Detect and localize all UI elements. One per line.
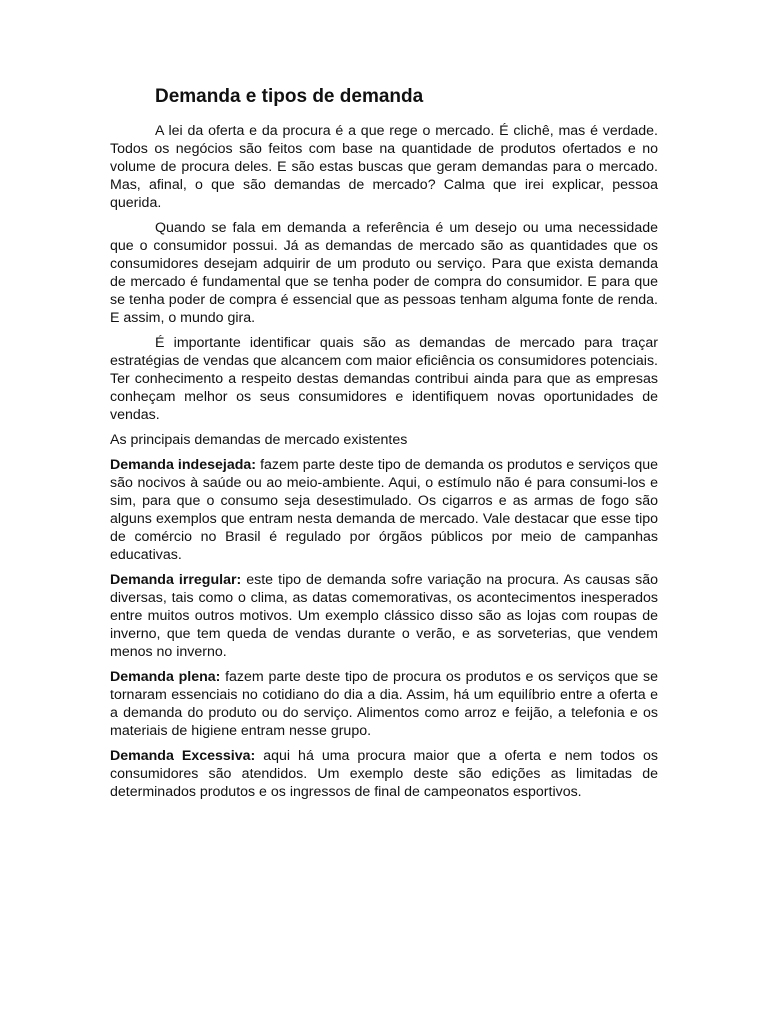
demand-type-label: Demanda indesejada: bbox=[110, 457, 256, 473]
demand-type-full bbox=[110, 668, 658, 740]
demand-type-text: aqui há uma procura maior que a oferta e nem todos os consumidores são atendidos. Um exemplo deste são edições as limitadas de determinados produtos e os ingressos de final de campeonatos esportivos. bbox=[110, 748, 659, 800]
demand-type-text: este tipo de demanda sofre variação na procura. As causas são diversas, tais como o clima, as datas comemorativas, os acontecimentos inesperados entre muitos outros motivos. Um exemplo clássico disso são as lojas com roupas de inverno, que tem queda de vendas durante o verão, e as sorveterias, que vendem menos no inverno. bbox=[110, 572, 658, 660]
page-title: Demanda e tipos de demanda bbox=[155, 86, 424, 107]
paragraph-intro: A lei da oferta e da procura é a que rege o mercado. É clichê, mas é verdade. Todos os negócios são feitos com base na quantidade de produtos ofertados e no volume de procura deles. E são estas buscas que geram demandas para o mercado. Mas, afinal, o que são demandas de mercado? Calma que irei explicar, pessoa querida. bbox=[110, 123, 658, 211]
demand-type-label: Demanda irregular: bbox=[110, 572, 242, 588]
section-heading: As principais demandas de mercado existentes bbox=[110, 432, 408, 448]
demand-type-label: Demanda Excessiva: bbox=[110, 748, 256, 764]
demand-type-text: fazem parte deste tipo de demanda os produtos e serviços que são nocivos à saúde ou ao meio-ambiente. Aqui, o estímulo não é para consumi-los e sim, para que o consumo seja desestimulado. Os cigarros e as armas de fogo são alguns exemplos que entram nesta demanda de mercado. Vale destacar que esse tipo de comércio no Brasil é regulado por órgãos públicos por meio de campanhas educativas. bbox=[110, 457, 658, 563]
demand-type-label: Demanda plena: bbox=[110, 669, 221, 685]
demand-type-excessive bbox=[110, 747, 658, 801]
demand-type-undesired bbox=[110, 456, 658, 564]
paragraph-definition: Quando se fala em demanda a referência é um desejo ou uma necessidade que o consumidor possui. Já as demandas de mercado são as quantidades que os consumidores desejam adquirir de um produto ou serviço. Para que exista demanda de mercado é fundamental que se tenha poder de compra do consumidor. E para que se tenha poder de compra é essencial que as pessoas tenham alguma fonte de renda. E assim, o mundo gira. bbox=[110, 220, 658, 326]
document-body bbox=[110, 84, 658, 808]
demand-type-text: fazem parte deste tipo de procura os produtos e os serviços que se tornaram essenciais no cotidiano do dia a dia. Assim, há um equilíbrio entre a oferta e a demanda do produto ou do serviço. Alimentos como arroz e feijão, a telefonia e os materiais de higiene entram nesse grupo. bbox=[110, 669, 658, 739]
demand-type-irregular bbox=[110, 571, 658, 661]
paragraph-importance: É importante identificar quais são as demandas de mercado para traçar estratégias de vendas que alcancem com maior eficiência os consumidores potenciais. Ter conhecimento a respeito destas demandas contribui ainda para que as empresas conheçam melhor os seus consumidores e identifiquem novas oportunidades de vendas. bbox=[110, 335, 658, 423]
